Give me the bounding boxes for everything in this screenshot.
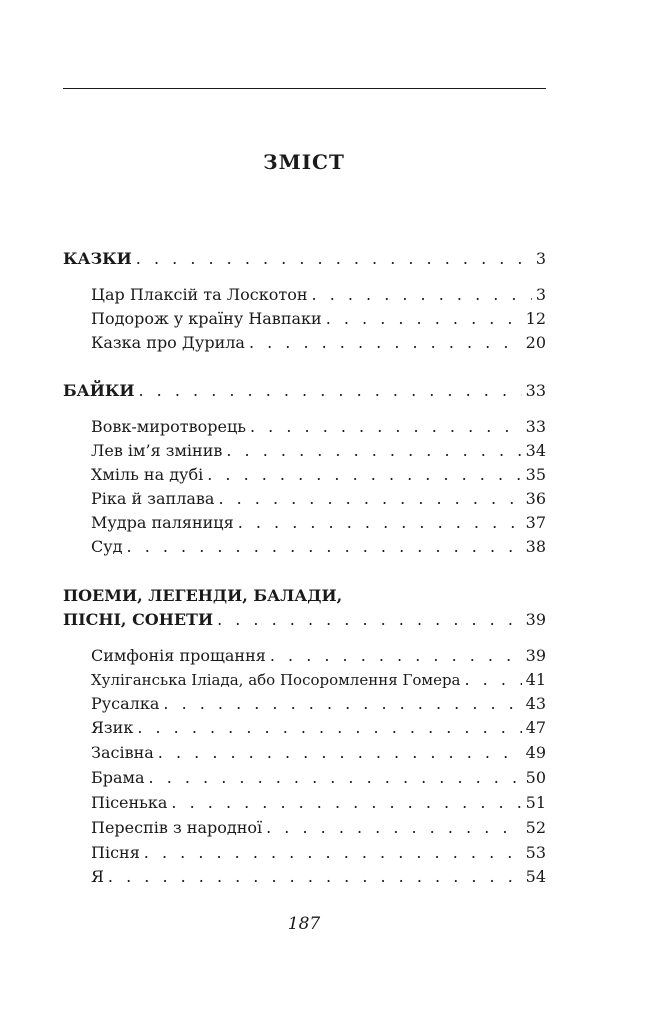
toc-item[interactable] [91, 867, 546, 887]
leader-dots [238, 513, 522, 533]
toc-page-number: 12 [525, 309, 546, 328]
toc-page-number: 43 [525, 694, 546, 713]
toc-item-label: Пісенька [91, 793, 168, 812]
toc-item-label: Лев ім’я змінив [91, 441, 223, 460]
leader-dots [465, 670, 522, 690]
toc-section-label: БАЙКИ [63, 381, 135, 400]
toc-item-label: Русалка [91, 694, 160, 713]
toc-item-label: Ріка й заплава [91, 489, 215, 508]
toc-page-number: 39 [525, 646, 546, 665]
toc-item-label: Цар Плаксій та Лоскотон [91, 285, 308, 304]
toc-page-number: 54 [525, 867, 546, 886]
toc-page-number: 3 [535, 249, 546, 268]
toc-item[interactable] [91, 489, 546, 509]
toc-section-baiky[interactable] [63, 381, 546, 401]
toc-item[interactable] [91, 694, 546, 714]
toc-item-label: Пісня [91, 843, 140, 862]
toc-page-number: 49 [525, 743, 546, 762]
leader-dots [144, 843, 522, 863]
leader-dots [312, 285, 532, 305]
toc-item[interactable] [91, 743, 546, 763]
toc-item-label: Язик [91, 718, 134, 737]
toc-item-label: Суд [91, 537, 123, 556]
leader-dots [226, 441, 521, 461]
toc-item-label: Я [91, 867, 104, 886]
toc-item-label: Вовк-миротворець [91, 417, 246, 436]
leader-dots [217, 610, 522, 630]
toc-item[interactable] [91, 417, 546, 437]
toc-section-poemy[interactable] [63, 610, 546, 630]
toc-page-number: 35 [525, 465, 546, 484]
toc-page-number: 47 [525, 718, 546, 737]
leader-dots [158, 743, 522, 763]
toc-item-label: Брама [91, 768, 145, 787]
toc-section-label: КАЗКИ [63, 249, 132, 268]
toc-item[interactable] [91, 285, 546, 305]
toc-item[interactable] [91, 646, 546, 666]
toc-item-label: Мудра паляниця [91, 513, 234, 532]
leader-dots [171, 793, 521, 813]
toc-item[interactable] [91, 465, 546, 485]
toc-item[interactable] [91, 513, 546, 533]
toc-page-number: 37 [525, 513, 546, 532]
toc-page-number: 20 [525, 333, 546, 352]
toc-page-number: 51 [525, 793, 546, 812]
leader-dots [266, 818, 522, 838]
toc-page-number: 36 [525, 489, 546, 508]
toc-page-number: 52 [525, 818, 546, 837]
leader-dots [136, 249, 532, 269]
leader-dots [270, 646, 522, 666]
leader-dots [139, 381, 522, 401]
leader-dots [149, 768, 522, 788]
leader-dots [218, 489, 521, 509]
toc-section-label-line1: ПОЕМИ, ЛЕГЕНДИ, БАЛАДИ, [63, 586, 343, 605]
toc-section-kazky[interactable] [63, 249, 546, 269]
toc-item-label: Засівна [91, 743, 154, 762]
toc-item[interactable] [91, 441, 546, 461]
toc-item-label: Подорож у країну Навпаки [91, 309, 322, 328]
leader-dots [127, 537, 522, 557]
toc-page-number: 39 [525, 610, 546, 629]
leader-dots [163, 694, 521, 714]
toc-page-number: 3 [535, 285, 546, 304]
toc-item[interactable] [91, 670, 546, 690]
toc-item[interactable] [91, 537, 546, 557]
leader-dots [326, 309, 522, 329]
toc-item[interactable] [91, 718, 546, 738]
leader-dots [207, 465, 521, 485]
toc-item-label: Казка про Дурила [91, 333, 245, 352]
toc-section-label: ПІСНІ, СОНЕТИ [63, 610, 214, 629]
toc-item[interactable] [91, 309, 546, 329]
leader-dots [250, 417, 522, 437]
toc-item[interactable] [91, 333, 546, 353]
toc-item-label: Хуліганська Іліада, або Посоромлення Гомера [91, 671, 461, 689]
top-rule [63, 88, 546, 89]
toc-page-number: 33 [525, 417, 546, 436]
toc-item-label: Симфонія прощання [91, 646, 266, 665]
leader-dots [137, 718, 521, 738]
leader-dots [108, 867, 522, 887]
toc-item[interactable] [91, 818, 546, 838]
toc-item-label: Хміль на дубі [91, 465, 204, 484]
toc-item[interactable] [91, 768, 546, 788]
toc-page-number: 38 [525, 537, 546, 556]
leader-dots [249, 333, 522, 353]
toc-item[interactable] [91, 793, 546, 813]
toc-page-number: 33 [525, 381, 546, 400]
toc-page-number: 53 [525, 843, 546, 862]
toc-item-label: Переспів з народної [91, 818, 263, 837]
toc-page-number: 41 [525, 670, 546, 689]
toc-item[interactable] [91, 843, 546, 863]
toc-page-number: 50 [525, 768, 546, 787]
page-number: 187 [287, 914, 321, 934]
page-title: ЗМІСТ [263, 150, 345, 174]
toc-page-number: 34 [525, 441, 546, 460]
